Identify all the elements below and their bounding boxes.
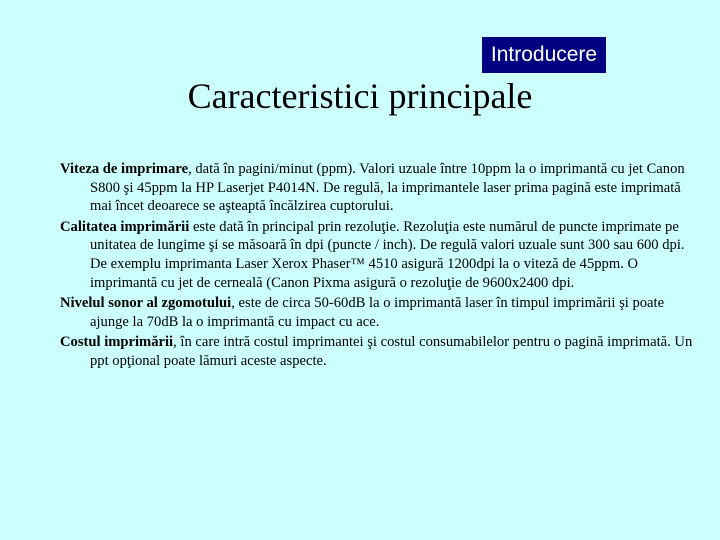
text-print-speed: , dată în pagini/minut (ppm). Valori uzuale între 10ppm la o imprimantă cu jet Canon S800 şi 45ppm la HP Laserjet P4014N. De regulă, la imprimantele laser prima pagină este imprimată mai încet deoarece se aşteaptă încălzirea cuptorului. xyxy=(90,161,685,215)
text-print-cost: , în care intră costul imprimantei şi costul consumabilelor pentru o pagină imprimată. Un ppt opţional poate lămuri aceste aspecte. xyxy=(90,334,693,369)
text-print-quality: este dată în principal prin rezoluţie. Rezoluţia este numărul de puncte imprimate pe unitatea de lungime şi se măsoară în dpi (puncte / inch). De regulă valori uzuale sunt 300 sau 600 dpi. De exemplu imprimanta Laser Xerox Phaser™ 4510 asigură 1200dpi la o viteză de 45ppm. O imprimantă cu jet de cerneală (Canon Pixma asigură o rezoluţie de 9600x2400 dpi. xyxy=(90,218,685,291)
paragraph-print-quality xyxy=(60,218,700,292)
paragraph-print-speed xyxy=(60,160,700,216)
section-tag: Introducere xyxy=(482,37,606,73)
text-noise-level: , este de circa 50-60dB la o imprimantă laser în timpul imprimării şi poate ajunge la 70dB la o imprimantă cu impact cu ace. xyxy=(90,295,665,330)
slide-content xyxy=(60,160,700,373)
slide-title: Caracteristici principale xyxy=(187,76,533,116)
term-print-cost: Costul imprimării xyxy=(60,334,174,351)
term-print-speed: Viteza de imprimare xyxy=(60,161,189,177)
paragraph-noise-level xyxy=(60,294,700,331)
term-noise-level: Nivelul sonor al zgomotului xyxy=(60,295,232,312)
term-print-quality: Calitatea imprimării xyxy=(60,218,190,235)
paragraph-print-cost xyxy=(60,333,700,370)
